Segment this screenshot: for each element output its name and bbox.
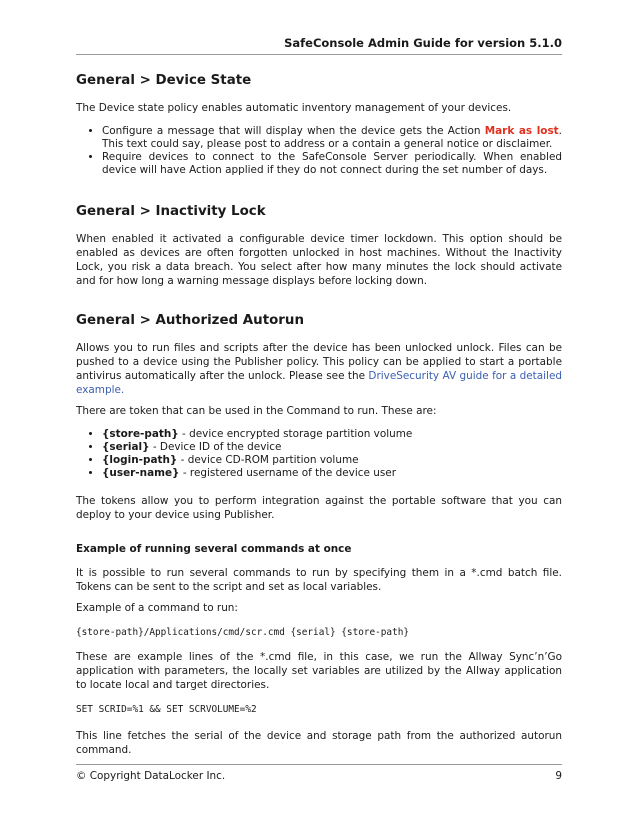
bullet-text: Configure a message that will display when the device gets the Action <box>102 125 485 137</box>
page-footer <box>76 770 562 782</box>
cmd-file-line: SET SCRID=%1 && SET SCRVOLUME=%2 <box>76 704 257 715</box>
tokens-intro: There are token that can be used in the Command to run. These are: <box>76 405 437 417</box>
example-paragraph-4: This line fetches the serial of the device and storage path from the authorized autorun command. <box>76 730 562 756</box>
example-paragraph-2: Example of a command to run: <box>76 602 238 614</box>
body-text: Allows you to run files and scripts after the device has been unlocked unlock. Files can be pushed to a device using the Publisher policy. This policy can be applied to start a portable antivirus automatically after the unlock. Please see the <box>76 342 562 382</box>
section-heading-inactivity-lock: General > Inactivity Lock <box>76 204 266 219</box>
mark-as-lost-action: Mark as lost <box>484 125 559 137</box>
integration-paragraph: The tokens allow you to perform integration against the portable software that you can deploy to your device using Publisher. <box>76 495 562 521</box>
copyright-text: © Copyright DataLocker Inc. <box>76 770 226 782</box>
token-name: {store-path} <box>102 428 179 440</box>
bullet-text: . This text could say, please post to address or a contain a general notice or disclaimer. <box>102 125 562 150</box>
header-rule <box>76 54 562 55</box>
inactivity-lock-body: When enabled it activated a configurable device timer lockdown. This option should be enabled as devices are often forgotten unlocked in host machines. Without the Inactivity Lock, you risk a data breach. You select after how many minutes the lock should activate and for how long a warning message displays before locking down. <box>76 233 562 287</box>
device-state-intro: The Device state policy enables automatic inventory management of your devices. <box>76 102 512 114</box>
tokens-list <box>76 428 562 480</box>
example-heading: Example of running several commands at once <box>76 543 352 555</box>
list-item <box>102 441 562 454</box>
drivesecurity-guide-link[interactable]: DriveSecurity AV guide for a detailed example. <box>76 370 562 396</box>
list-item: • Require devices to connect to the SafeConsole Server periodically. When enabled device will have Action applied if they do not connect during the set number of days. <box>102 151 562 177</box>
command-example: {store-path}/Applications/cmd/scr.cmd {serial} {store-path} <box>76 627 410 638</box>
token-name: {login-path} <box>102 454 178 466</box>
token-desc: - registered username of the device user <box>179 467 396 479</box>
section-heading-device-state: General > Device State <box>76 73 252 88</box>
list-item <box>102 467 562 480</box>
example-paragraph-1: It is possible to run several commands to run by specifying them in a *.cmd batch file. Tokens can be sent to the script and set as local variables. <box>76 567 562 593</box>
page-content <box>76 72 562 764</box>
example-paragraph-3: These are example lines of the *.cmd file, in this case, we run the Allway Sync’n’Go application with parameters, the locally set variables are utilized by the Allway application to locate local and target directories. <box>76 651 562 691</box>
token-name: {serial} <box>102 441 150 453</box>
token-desc: - device encrypted storage partition volume <box>178 428 413 440</box>
device-state-list <box>76 125 562 177</box>
token-desc: - Device ID of the device <box>149 441 282 453</box>
list-item <box>102 125 562 151</box>
page-number: 9 <box>555 770 562 782</box>
page-header: SafeConsole Admin Guide for version 5.1.0 <box>284 36 562 50</box>
list-item <box>102 428 562 441</box>
authorized-autorun-body <box>76 341 562 397</box>
section-heading-authorized-autorun: General > Authorized Autorun <box>76 313 304 328</box>
footer-rule <box>76 764 562 765</box>
token-name: {user-name} <box>102 467 180 479</box>
token-desc: - device CD-ROM partition volume <box>177 454 359 466</box>
list-item <box>102 454 562 467</box>
